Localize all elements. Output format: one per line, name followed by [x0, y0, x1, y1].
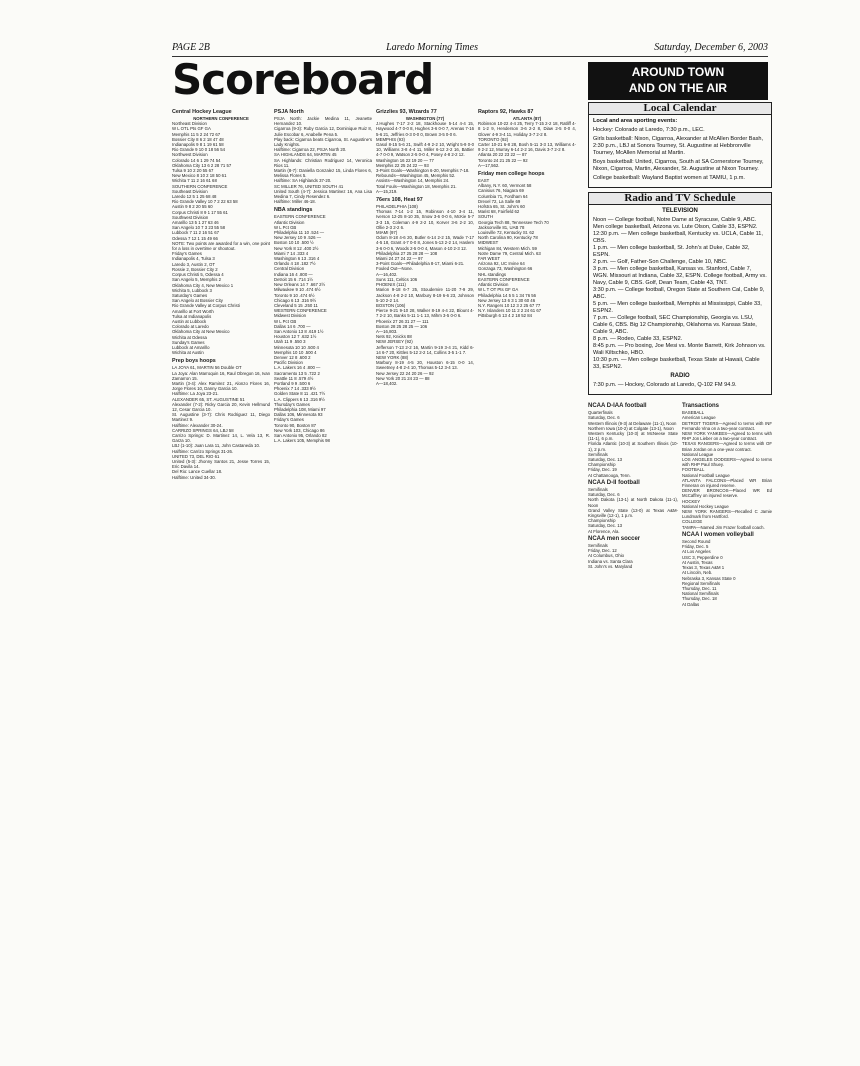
scores-columns	[172, 106, 578, 1061]
radio-listings: 7:30 p.m. — Hockey, Colorado at Laredo, Q-102 FM 94.9.	[593, 382, 737, 388]
calendar-item: Girls basketball: Nixon, Cigarroa, Alexander at McAllen Border Bash, 2:30 p.m., LBJ at Sonora Tourney, St. Augustine at Hebbronville Tourney, McAllen Memorial at Martin.	[593, 136, 764, 156]
scores-column-3	[376, 106, 474, 1061]
column-heading: NCAA D-IAA football	[588, 403, 647, 409]
around-town-line1: AROUND TOWN	[631, 65, 725, 79]
column-heading-2: NCAA D-II football	[588, 479, 640, 486]
television-listings: Noon — College football, Notre Dame at Syracuse, Cable 9, ABC. Men college basketball, Arizona vs. Lute Olson, Cable 33, ESPN2. 12:30 p.m. — Men college basketball, Kentucky vs. UCLA, Cable 11, CBS. 1 p.m. — Men college basketball, St. John's at Duke, Cable 32, ESPN. 2 p.m. — Golf, Father-Son Challenge, Cable 10, NBC. 3 p.m. — Men college basketball, Kansas vs. Stanford, Cable 7, WGN. Missouri at Indiana, Cable 32, ESPN. College football, Army vs. Navy, Cable 9, CBS. Golf, Dean Team, Cable 43, TNT. 3:30 p.m. — College football, Oregon State at Southern Cal, Cable 9, ABC. 5 p.m. — Men college basketball, Memphis at Mississippi, Cable 33, ESPN2. 7 p.m. — College football, SEC Championship, Georgia vs. LSU, Cable 6, CBS. Big 12 Championship, Oklahoma vs. Kansas State, Cable 9, ABC. 8 p.m. — Rodeo, Cable 33, ESPN2. 8:45 p.m. — Pro boxing, Joe Mesi vs. Monte Barrett, Kirk Johnson vs. Wali Kiltschko, HBO. 10:30 p.m. — Men college basketball, Texas State at Hawaii, Cable 33, ESPN2.	[593, 217, 767, 370]
column-heading: Raptors 92, Hawks 87	[478, 109, 534, 115]
column-heading-2: Friday men college hoops	[478, 171, 545, 178]
column-body-2: PHILADELPHIA (108) Thomas 7-14 1-2 15, Robinson 4-10 3-4 11, Iverson 12-25 8-10 35, Snow 3-6 0-0 6, McKie 5-7 3-3 15, Coleman 4-9 2-2 10, Korver 3-6 2-2 10, Ollie 2-3 2-2 6. MIAMI (97) Odom 8-18 4-6 20, Butler 6-14 2-2 15, Wade 7-17 4-5 18, Grant 4-7 0-0 8, Jones 5-13 2-2 14, Haslem 3-6 0-0 6, Woods 2-5 0-0 4, Mason 4-10 2-3 12. Philadelphia 27 25 28 28 — 108 Miami 24 27 24 22 — 97 3-Point Goals—Philadelphia 8-17, Miami 6-21. Fouled Out—None. A—16,402. Suns 111, Celtics 106 PHOENIX (111) Marion 9-18 6-7 25, Stoudemire 11-20 7-9 29, Jackson 4-8 2-2 10, Marbury 8-19 6-6 23, Johnson 5-10 2-2 14. BOSTON (106) Pierce 9-21 9-10 28, Walker 8-19 4-4 22, Blount 4-7 2-2 10, Banks 5-11 1-1 13, Mihm 3-5 0-0 6. Phoenix 27 26 31 27 — 111 Boston 28 25 28 25 — 106 A—16,803. Nets 92, Knicks 88 NEW JERSEY (92) Jefferson 7-13 2-2 16, Martin 9-19 3-4 21, Kidd 6-14 6-7 20, Kittles 5-12 2-2 14, Collins 3-5 1-1 7. NEW YORK (88) Marbury 8-19 4-5 20, Houston 6-15 0-0 14, Sweetney 4-8 2-4 10, Thomas 5-12 3-4 13. New Jersey 22 24 20 26 — 92 New York 20 21 24 23 — 88 A—18,402.	[376, 204, 474, 386]
column-body-2: EAST Albany, N.Y. 60, Vermont 58 Canisius 76, Niagara 69 Columbia 71, Fordham 64 Drexel 72, La Salle 69 Hofstra 65, St. John's 60 Marist 68, Fairfield 62 SOUTH Georgia Tech 88, Tennessee Tech 70 Jacksonville 81, UAB 78 Louisville 72, Kentucky St. 62 North Carolina 90, Kentucky 78 MIDWEST Michigan 84, Western Mich. 59 Notre Dame 79, Central Mich. 63 FAR WEST Arizona 92, UC Irvine 64 Gonzaga 73, Washington 66 NHL standings EASTERN CONFERENCE Atlantic Division W L T OT Pts GF GA Philadelphia 14 5 5 1 34 76 56 New Jersey 13 6 3 1 30 60 46 N.Y. Rangers 10 12 3 2 25 67 77 N.Y. Islanders 10 11 2 2 24 61 67 Pittsburgh 6 13 4 2 18 52 84	[478, 178, 549, 319]
column-body: PSJA North: Jackie Medina 11, Jeanette Hernandez 10. Cigarroa (9-3): Ruby Garcia 12, Dominique Ruiz 8, Julie Escobar 6, Anabelle Pena 5. Play back: Cigarroa beats Cigarroa, St. Augustine's Lady Knights. Halftime: Cigarroa 22, PSJA North 20. SA HIGHLANDS 64, MARTIN 45 SA Highlands: Christian Rodriguez 14, Veronica Rios 11. Martin (8-7): Daniella Gonzalez 15, Linda Flores 6, Melissa Flores 5. Halftime: SA Highlands 37-20. SC MILLER 76, UNITED SOUTH 41 United South (4-7): Jessica Martinez 16, Ana Lisa Medina 7, Cindy Resendez 6. Halftime: Miller 46-18.	[274, 116, 372, 205]
section-title: Scoreboard	[172, 55, 434, 104]
page-number: PAGE 2B	[172, 42, 210, 53]
scores-column-2	[274, 106, 372, 1061]
column-body: BASEBALL American League DETROIT TIGERS—Agreed to terms with INF Fernando Vina on a two-year contract. NEW YORK YANKEES—Agreed to terms with RHP Jon Lieber on a two-year contract. TEXAS RANGERS—Agreed to terms with OF Brian Jordan on a one-year contract. National League LOS ANGELES DODGERS—Agreed to terms with RHP Paul Shuey. FOOTBALL National Football League ATLANTA FALCONS—Placed WR Brian Finneran on injured reserve. DENVER BRONCOS—Placed WR Ed McCaffrey on injured reserve. HOCKEY National Hockey League NEW YORK RANGERS—Recalled C Jamie Lundmark from Hartford. COLLEGE TAMPA—Named Jim Frazer football coach.	[682, 410, 772, 530]
radio-tv-box	[588, 192, 772, 395]
column-heading: Grizzlies 93, Wizards 77	[376, 109, 437, 115]
sidebar-column-2	[682, 401, 772, 607]
column-heading-2: Prep boys hoops	[172, 358, 216, 365]
television-heading: TELEVISION	[662, 208, 698, 214]
calendar-item: College basketball: Wayland Baptist women at TAMIU, 1 p.m.	[593, 175, 745, 181]
calendar-item: Hockey: Colorado at Laredo, 7:30 p.m., LEC.	[593, 127, 705, 133]
local-calendar-heading: Local and area sporting events:	[593, 118, 678, 124]
column-heading-2: NCAA I women volleyball	[682, 531, 754, 538]
column-body: J.Hughes 7-17 2-2 18, Stackhouse 5-14 4-4 15, Haywood 4-7 0-0 8, Hughes 3-6 0-0 7, Arenas 7-16 5-6 21, Jeffries 0-3 0-0 0, Brown 3-5 0-0 6. MEMPHIS (93) Gasol 8-15 5-6 21, Swift 4-9 2-2 10, Wright 5-9 0-0 10, Williams 3-8 4-4 11, Miller 6-12 2-2 16, Battier 4-7 0-0 9, Watson 2-5 0-0 4, Posey 4-8 2-2 12. Washington 16 22 19 20 — 77 Memphis 22 25 24 22 — 93 3-Point Goals—Washington 6-20, Memphis 7-18. Rebounds—Washington 45, Memphis 52. Assists—Washington 14, Memphis 24. Total Fouls—Washington 18, Memphis 21. A—15,219.	[376, 121, 474, 194]
column-body-2: EASTERN CONFERENCE Atlantic Division W L Pct GB Philadelphia 11 10 .524 — New Jersey 10 9 .526 — Boston 10 10 .500 ½ New York 8 12 .400 2½ Miami 7 14 .333 4 Washington 6 13 .316 4 Orlando 4 18 .182 7½ Central Division Indiana 16 4 .800 — Detroit 15 6 .714 1½ New Orleans 14 7 .667 2½ Milwaukee 9 10 .474 6½ Toronto 9 10 .474 6½ Chicago 6 13 .316 9½ Cleveland 5 15 .250 11 WESTERN CONFERENCE Midwest Division W L Pct GB Dallas 14 6 .700 — San Antonio 13 8 .619 1½ Houston 12 7 .632 1½ Utah 11 9 .550 3 Minnesota 10 10 .500 4 Memphis 10 10 .500 4 Denver 12 8 .600 2 Pacific Division L.A. Lakers 16 4 .800 — Sacramento 13 5 .722 2 Seattle 11 8 .579 4½ Portland 9 9 .500 6 Phoenix 7 14 .333 9½ Golden State 8 11 .421 7½ L.A. Clippers 6 13 .316 9½ Thursday's Games Philadelphia 108, Miami 97 Dallas 106, Minnesota 93 Friday's Games Toronto 90, Boston 87 New York 103, Chicago 86 San Antonio 95, Orlando 82 L.A. Lakers 105, Memphis 98	[274, 214, 330, 444]
column-body-2: Second Round Friday, Dec. 5 At Los Angeles USC 3, Pepperdine 0 At Austin, Texas Texas 3, Texas A&M 1 At Lincoln, Neb. Nebraska 3, Kansas State 0 Regional Semifinals Thursday, Dec. 11 National Semifinals Thursday, Dec. 18 At Dallas	[682, 539, 736, 607]
column-subheading: NORTHERN CONFERENCE	[193, 116, 249, 121]
sidebar-column-1	[588, 401, 678, 607]
column-heading: Transactions	[682, 403, 720, 409]
column-body: Robinson 10-22 4-4 25, Terry 7-15 2-2 18, Ratliff 4-8 1-2 9, Henderson 3-6 2-2 8, Diaw 2-5 0-0 4, Glover 4-9 3-4 11, Holiday 3-7 2-2 8. TORONTO (92) Carter 10-21 6-8 28, Bosh 5-11 3-3 13, Williams 4-9 2-2 12, Murray 6-14 2-2 16, Davis 3-7 2-2 8. Atlanta 20 22 23 22 — 87 Toronto 24 21 25 22 — 92 A—17,562.	[478, 121, 576, 168]
around-town-banner	[588, 62, 768, 100]
scores-column-1	[172, 106, 270, 1061]
column-body-2: Semifinals Saturday, Dec. 6 North Dakota (13-1) at North Dakota (11-1), Noon Grand Valley State (13-0) at Texas A&M-Kingsville (12-1), 1 p.m. Championship Saturday, Dec. 13 At Florence, Ala.	[588, 487, 678, 534]
issue-date: Saturday, December 6, 2003	[654, 42, 768, 53]
column-heading: Central Hockey League	[172, 109, 232, 115]
column-body: Northeast Division W L OTL Pts GF GA Memphis 11 5 2 24 72 67 Bossier City 8 6 2 18 47 48 Indianapolis 9 8 1 19 61 58 Rio Grande 9 10 0 18 56 54 Northwest Division Colorado 14 6 1 29 74 54 Oklahoma City 13 6 2 28 71 57 Tulsa 9 10 2 20 55 67 New Mexico 8 10 2 18 50 61 Wichita 7 11 2 16 61 68 SOUTHERN CONFERENCE Southeast Division Laredo 12 5 1 25 68 48 Rio Grande Valley 10 7 2 22 63 58 Austin 9 8 2 20 55 60 Corpus Christi 8 9 1 17 55 61 Southwest Division Amarillo 13 5 1 27 63 46 San Angelo 10 7 3 23 55 58 Lubbock 7 11 2 16 51 67 Odessa 7 12 1 15 49 66 NOTE: Two points are awarded for a win, one point for a loss in overtime or shootout. Friday's Games Indianapolis 4, Tulsa 3 Laredo 3, Austin 2, OT Rossie 2, Bossier City 2 Corpus Christi 5, Odessa 4 San Angelo 5, Memphis 2 Oklahoma City 4, New Mexico 1 Wichita 5, Lubbock 3 Saturday's Games San Angelo at Bossier City Rio Grande Valley at Corpus Christi Amarillo at Fort Worth Tulsa at Indianapolis Austin at Lubbock Colorado at Laredo Oklahoma City at New Mexico Wichita at Odessa Sunday's Games Lubbock at Amarillo Wichita at Austin	[172, 121, 270, 356]
column-body-3: Semifinals Friday, Dec. 12 At Columbus, Ohio Indiana vs. Santa Clara St. John's vs. Maryland	[588, 543, 633, 569]
radio-heading: RADIO	[670, 373, 690, 379]
column-heading-3: NCAA men soccer	[588, 535, 641, 542]
column-body: Quarterfinals Saturday, Dec. 6 Western Illinois (9-3) at Delaware (11-1), Noon Northern Iowa (10-2) at Colgate (13-1), Noon Western Kentucky (10-3) at McNeese State (11-1), 6 p.m. Florida Atlantic (10-3) at Southern Illinois (10-1), 2 p.m. Semifinals Saturday, Dec. 13 Championship Friday, Dec. 19 At Chattanooga, Tenn.	[588, 410, 678, 478]
local-calendar-title: Local Calendar	[589, 103, 771, 115]
newspaper-name: Laredo Morning Times	[386, 42, 478, 53]
calendar-item: Boys basketball: United, Cigarroa, South at SA Cornerstone Tourney, Nixon, Cigarroa, Martin, Alexander, St. Augustine at Nixon Tourney.	[593, 159, 764, 172]
column-heading: PSJA North	[274, 109, 304, 115]
column-body-2: LA JOYA 61, MARTIN 56 Double OT La Joya: Alan Marroquin 16, Raul Obregon 16, Ivan Zamarron 15. Martin (3-4): Alex Ramirez 21, Alonzo Flores 16, Jorge Flores 10, Danny Garcia 10. Halftime: La Joya 23-21. ALEXANDER 65, ST. AUGUSTINE 51 Alexander (7-2): Ricky Garcia 20, Kevin Hellmund 12, Cesar Garcia 10. St. Augustine (3-7): Chris Rodriguez 11, Diego Martinez 9. Halftime: Alexander 30-24. CARRIZO SPRINGS 64, LBJ 58 Carrizo Springs: D. Martinez 14, L. Vela 13, R. Garza 10. LBJ (1-10): Juan Lara 11, John Castaneda 10. Halftime: Carrizo Springs 31-26. UNITED 73, DEL RIO 61 United (5-3): Jhonny Santos 21, Jesse Torres 15, Eric Davila 14. Del Rio: Lance Cuellar 18. Halftime: United 34-30.	[172, 365, 270, 480]
radio-tv-title: Radio and TV Schedule	[589, 193, 771, 205]
sidebar-columns	[588, 401, 772, 607]
local-calendar-box	[588, 102, 772, 188]
column-heading-2: NBA standings	[274, 207, 313, 214]
around-town-line2: AND ON THE AIR	[628, 81, 728, 95]
scores-column-4	[478, 106, 576, 1061]
column-subheading: ATLANTA (87)	[512, 116, 542, 121]
column-heading-2: 76ers 108, Heat 97	[376, 197, 423, 204]
column-subheading: WASHINGTON (77)	[405, 116, 445, 121]
right-sidebar	[588, 102, 772, 1060]
